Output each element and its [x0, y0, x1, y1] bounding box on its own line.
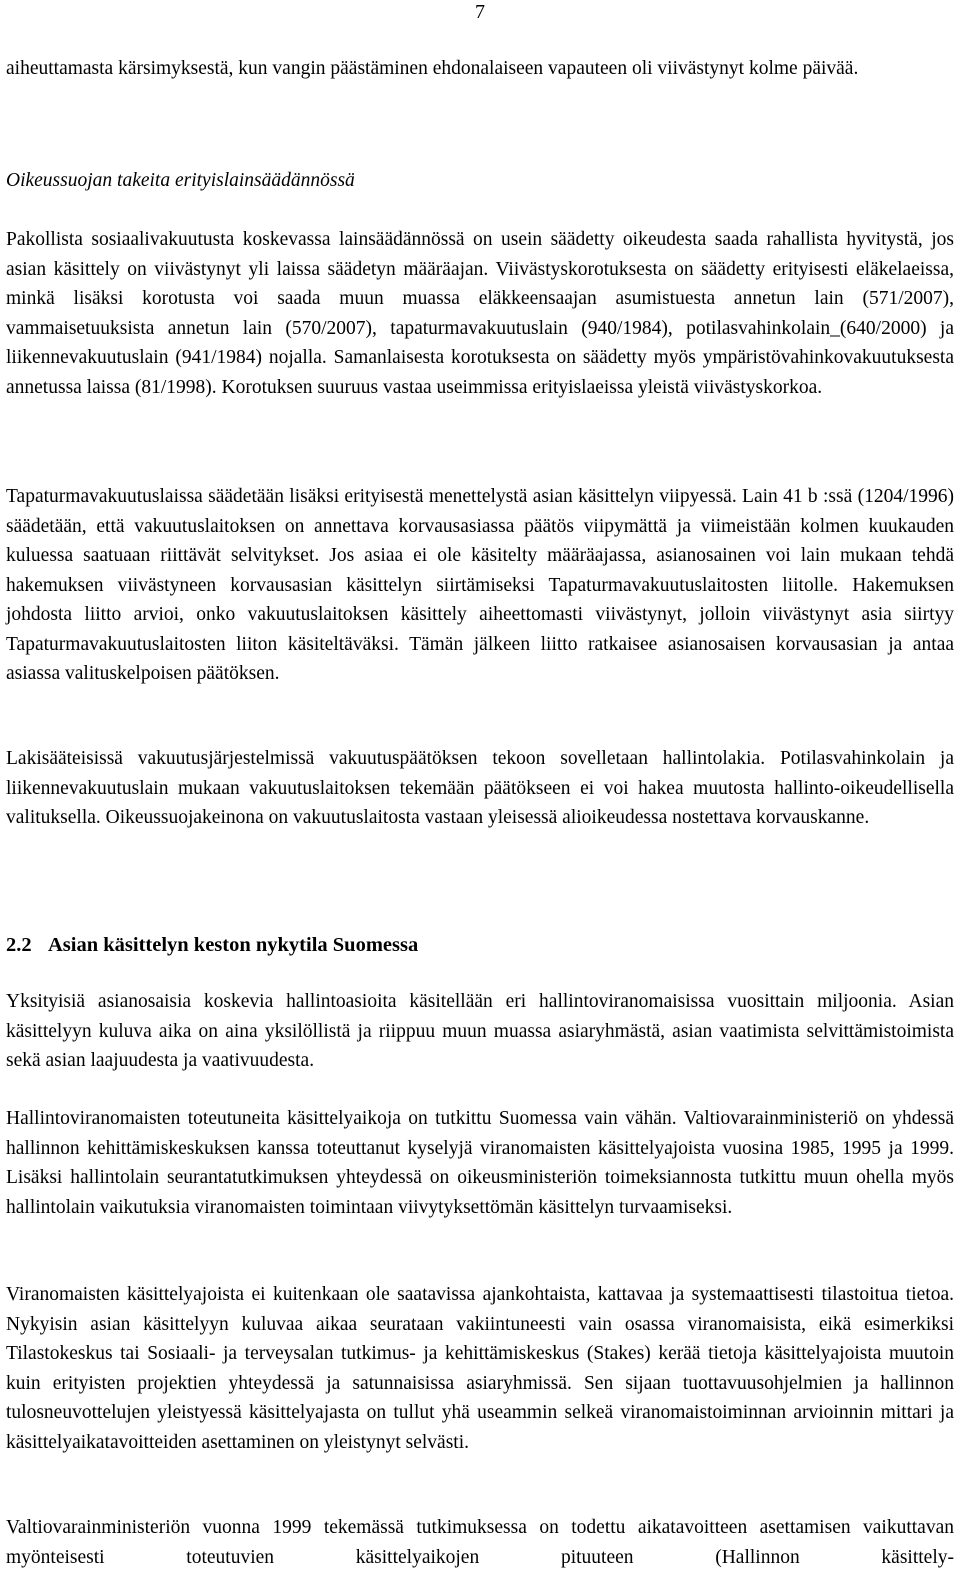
section-number: 2.2 — [6, 934, 32, 956]
page-number: 7 — [475, 1, 485, 23]
paragraph-ministry-research: Valtiovarainministeriön vuonna 1999 tekemässä tutkimuksessa on todettu aikatavoitteen asettamisen vaikuttavan myönteisesti toteutuvien käsittelyaikojen pituuteen (Hallinnon käsittely- — [6, 1517, 954, 1568]
section-heading — [6, 931, 418, 961]
paragraph-processing-times-study: Hallintoviranomaisten toteutuneita käsittelyaikoja on tutkittu Suomessa vain vähän. Valtiovarainministeriö on yhdessä hallinnon kehittämiskeskuksen kanssa toteuttanut kyselyjä viranomaisten käsittelyajoista vuosina 1985, 1995 ja 1999. Lisäksi hallintolain seurantatutkimuksen yhteydessä on oikeusministeriön toimeksiannosta tutkittu muun ohella myös hallintolain vaikutuksia viranomaisten toimintaan viivytyksettömän käsittelyn turvaamiseksi. — [6, 1108, 954, 1218]
paragraph-continuation: aiheuttamasta kärsimyksestä, kun vangin päästäminen ehdonalaiseen vapauteen oli viivästynyt kolme päivää. — [6, 58, 859, 79]
paragraph-delay-compensation: Pakollista sosiaalivakuutusta koskevassa lainsäädännössä on usein säädetty oikeudesta saada rahallista hyvitystä, jos asian käsittely on viivästynyt yli laissa säädetyn määräajan. Viivästyskorotuksesta on säädetty erityisesti eläkelaeissa, minkä lisäksi korotusta voi saada muun muassa eläkkeensaajan asumistuesta annetun lain (571/2007), vammaisetuuksista annetun lain (570/2007), tapaturmavakuutuslain (940/1984), potilasvahinkolain_(640/2000) ja liikennevakuutuslain (941/1984) nojalla. Samanlaisesta korotuksesta on säädetty myös ympäristövahinkovakuutuksesta annetussa laissa (81/1998). Korotuksen suuruus vastaa useimmissa erityislaeissa yleistä viivästyskorkoa. — [6, 229, 954, 398]
paragraph-statistics: Viranomaisten käsittelyajoista ei kuitenkaan ole saatavissa ajankohtaista, kattavaa ja systemaattisesti tilastoitua tietoa. Nykyisin asian käsittelyyn kuluvaa aikaa seurataan vakiintuneesti vain osassa viranomaisista, eikä esimerkiksi Tilastokeskus tai Sosiaali- ja terveysalan tutkimus- ja kehittämiskeskus (Stakes) kerää tietoja käsittelyajoista muutoin kuin erityisten projektien yhteydessä ja satunnaisissa asiaryhmissä. Sen sijaan tuottavuusohjelmien ja hallinnon tulosneuvottelujen yleistyessä käsittelyajasta on tullut yhä useammin selkeä viranomaistoiminnan arvioinnin mittari ja käsittelyaikatavoitteiden asettaminen on yleistynyt selvästi. — [6, 1284, 954, 1453]
paragraph-accident-insurance: Tapaturmavakuutuslaissa säädetään lisäksi erityisestä menettelystä asian käsittelyn viipyessä. Lain 41 b :ssä (1204/1996) säädetään, että vakuutuslaitoksen on annettava korvausasiassa päätös viipymättä ja viimeistään kolmen kuukauden kuluessa saatuaan riittävät selvitykset. Jos asiaa ei ole käsitelty määräajassa, asianosainen voi lain mukaan tehdä hakemuksen viivästyneen korvausasian käsittelyn siirtämiseksi Tapaturmavakuutuslaitosten liitolle. Hakemuksen johdosta liitto arvioi, onko vakuutuslaitoksen käsittely aiheettomasti viivästynyt, jolloin viivästynyt asia siirtyy Tapaturmavakuutuslaitosten liiton käsiteltäväksi. Tämän jälkeen liitto ratkaisee asianosaisen korvausasian ja antaa asiassa valituskelpoisen päätöksen. — [6, 486, 954, 684]
subheading-legal-protection: Oikeussuojan takeita erityislainsäädännössä — [6, 170, 355, 191]
paragraph-statutory-insurance: Lakisääteisissä vakuutusjärjestelmissä vakuutuspäätöksen tekoon sovelletaan hallintolakia. Potilasvahinkolain ja liikennevakuutuslain mukaan vakuutuslaitoksen tekemään päätökseen ei voi hakea muutosta hallinto-oikeudellisella valituksella. Oikeussuojakeinona on vakuutuslaitosta vastaan yleisessä alioikeudessa nostettava korvauskanne. — [6, 748, 954, 828]
paragraph-administrative-matters: Yksityisiä asianosaisia koskevia hallintoasioita käsitellään eri hallintoviranomaisissa vuosittain miljoonia. Asian käsittelyyn kuluva aika on aina yksilöllistä ja riippuu muun muassa asiaryhmästä, asian vaatimista selvittämistoimista sekä asian laajuudesta ja vaativuudesta. — [6, 991, 954, 1071]
section-title: Asian käsittelyn keston nykytila Suomessa — [48, 934, 419, 956]
